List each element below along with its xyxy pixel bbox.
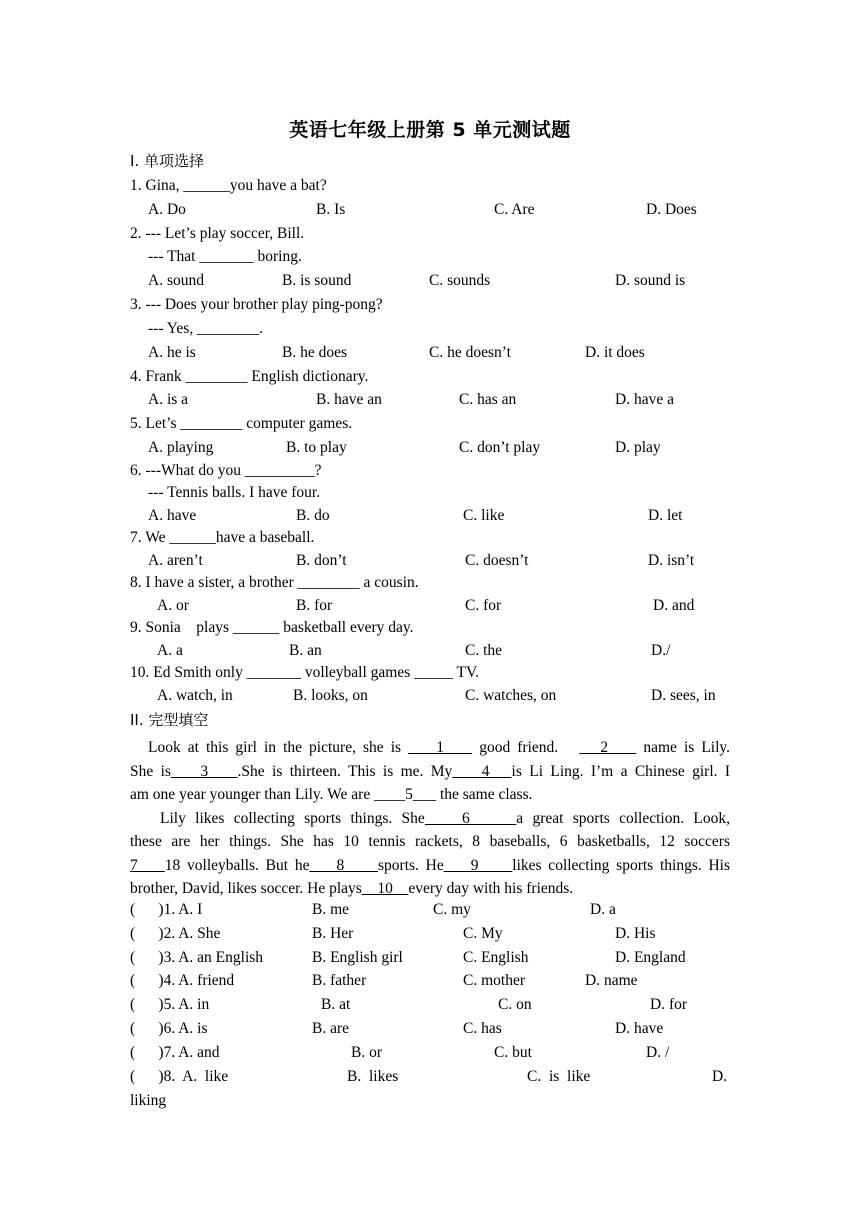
passage-line bbox=[130, 877, 730, 901]
option-d: D. it does bbox=[585, 344, 645, 361]
option-d: D. name bbox=[585, 972, 638, 989]
option-d: D. sees, in bbox=[651, 687, 716, 704]
question-stem: 4. Frank ________ English dictionary. bbox=[130, 368, 369, 385]
question-stem: 7. We ______have a baseball. bbox=[130, 529, 315, 546]
question-stem: 3. --- Does your brother play ping-pong? bbox=[130, 296, 383, 313]
option-d: D. and bbox=[653, 597, 695, 614]
question-stem-reply: --- Yes, ________. bbox=[148, 320, 263, 337]
passage-text: brother, David, likes soccer. He plays bbox=[130, 880, 362, 897]
option-b: B. father bbox=[312, 972, 367, 989]
section-heading-2: II. 完型填空 bbox=[130, 711, 209, 729]
blank-9: 9 bbox=[443, 856, 513, 874]
option-c: C. mother bbox=[463, 972, 525, 989]
option-b: B. at bbox=[321, 996, 351, 1013]
option-c: C. has an bbox=[459, 391, 517, 408]
option-d: D./ bbox=[651, 642, 671, 659]
passage-line bbox=[130, 807, 730, 831]
passage-text: am one year younger than Lily. We are bbox=[130, 786, 375, 803]
option-a: A. have bbox=[148, 507, 197, 524]
passage-line bbox=[130, 854, 730, 878]
option-c: C. English bbox=[463, 949, 529, 966]
cloze-question-label: ( )2. A. She bbox=[130, 925, 221, 942]
option-c: C. doesn’t bbox=[465, 552, 529, 569]
option-b: B. to play bbox=[286, 439, 347, 456]
passage-text: is Li Ling. I’m a Chinese girl. I bbox=[511, 762, 731, 780]
option-c: C. my bbox=[433, 901, 471, 918]
option-d: D. a bbox=[590, 901, 616, 918]
cloze-passage bbox=[130, 736, 730, 901]
option-d: D. for bbox=[650, 996, 688, 1013]
question-stem: 10. Ed Smith only _______ volleyball games _____ TV. bbox=[130, 664, 480, 681]
option-b: B. me bbox=[312, 901, 350, 918]
question-stem: 8. I have a sister, a brother ________ a cousin. bbox=[130, 574, 419, 591]
option-b: B. is sound bbox=[282, 272, 352, 289]
passage-text: She is bbox=[130, 762, 171, 780]
option-b: B. have an bbox=[316, 391, 382, 408]
passage-text: 18 volleyballs. But he bbox=[164, 856, 310, 874]
option-a: A. aren’t bbox=[148, 552, 203, 569]
option-c: C. don’t play bbox=[459, 439, 541, 456]
option-d: D. bbox=[712, 1068, 728, 1085]
blank-5: ____5___ bbox=[374, 786, 437, 803]
option-c: C. the bbox=[465, 642, 503, 659]
passage-text: a great sports collection. Look, bbox=[516, 809, 730, 827]
question-stem: 5. Let’s ________ computer games. bbox=[130, 415, 353, 432]
passage-text: good friend. bbox=[472, 739, 580, 756]
passage-line bbox=[130, 736, 730, 760]
option-d: D. play bbox=[615, 439, 661, 456]
option-b: B. an bbox=[289, 642, 322, 659]
cloze-question-label: ( )7. A. and bbox=[130, 1044, 220, 1061]
option-b: B. looks, on bbox=[293, 687, 368, 704]
option-c: C. is like bbox=[527, 1068, 591, 1085]
question-stem: 2. --- Let’s play soccer, Bill. bbox=[130, 225, 305, 242]
option-b: B. don’t bbox=[296, 552, 347, 569]
option-d: D. isn’t bbox=[648, 552, 695, 569]
blank-8: 8 bbox=[309, 856, 378, 874]
option-d: D. have bbox=[615, 1020, 664, 1037]
page-title: 英语七年级上册第 5 单元测试题 bbox=[289, 119, 571, 141]
option-c: C. watches, on bbox=[465, 687, 557, 704]
option-c: C. for bbox=[465, 597, 502, 614]
blank-7: 7 bbox=[130, 856, 165, 874]
option-c: C. has bbox=[463, 1020, 502, 1037]
passage-text: likes collecting sports things. His bbox=[512, 856, 731, 874]
passage-text: every day with his friends. bbox=[408, 880, 574, 897]
option-a: A. he is bbox=[148, 344, 196, 361]
question-stem: 9. Sonia plays ______ basketball every day. bbox=[130, 619, 414, 636]
passage-line bbox=[130, 830, 730, 854]
option-c: C. but bbox=[494, 1044, 532, 1061]
cloze-question-label: ( )5. A. in bbox=[130, 996, 210, 1013]
option-a: A. is a bbox=[148, 391, 189, 408]
cloze-question-label: ( )3. A. an English bbox=[130, 949, 264, 966]
question-stem-reply: --- Tennis balls. I have four. bbox=[148, 484, 321, 501]
option-c: C. Are bbox=[494, 201, 535, 218]
blank-1: 1 bbox=[408, 739, 473, 756]
passage-line bbox=[130, 760, 730, 784]
option-b: B. for bbox=[296, 597, 333, 614]
blank-4: 4 bbox=[452, 762, 512, 780]
option-b: B. he does bbox=[282, 344, 348, 361]
option-d: D. Does bbox=[646, 201, 697, 218]
option-c: C. sounds bbox=[429, 272, 491, 289]
option-b: B. English girl bbox=[312, 949, 403, 966]
option-a: A. or bbox=[157, 597, 189, 614]
option-a: A. sound bbox=[148, 272, 204, 289]
question-stem: 1. Gina, ______you have a bat? bbox=[130, 177, 327, 194]
option-a: A. a bbox=[157, 642, 183, 659]
option-d: D. His bbox=[615, 925, 656, 942]
option-c: C. on bbox=[498, 996, 532, 1013]
option-b: B. do bbox=[296, 507, 330, 524]
question-stem: 6. ---What do you _________? bbox=[130, 462, 322, 479]
option-d: D. have a bbox=[615, 391, 674, 408]
section-heading-1: I. 单项选择 bbox=[130, 152, 204, 170]
option-b: B. Her bbox=[312, 925, 354, 942]
passage-text: Look at this girl in the picture, she is bbox=[148, 739, 409, 756]
option-d: D. let bbox=[648, 507, 683, 524]
option-d: D. / bbox=[646, 1044, 670, 1061]
cloze-question-label: ( )8. A. like bbox=[130, 1068, 229, 1085]
cloze-question-label: ( )6. A. is bbox=[130, 1020, 208, 1037]
option-d: D. sound is bbox=[615, 272, 686, 289]
option-a: A. playing bbox=[148, 439, 214, 456]
passage-text: name is Lily. bbox=[636, 739, 731, 756]
question-stem-reply: --- That _______ boring. bbox=[148, 248, 302, 265]
passage-text: .She is thirteen. This is me. My bbox=[237, 762, 453, 780]
option-a: A. Do bbox=[148, 201, 186, 218]
passage-text: Lily likes collecting sports things. She bbox=[160, 809, 425, 827]
option-a: A. watch, in bbox=[157, 687, 233, 704]
option-c: C. My bbox=[463, 925, 503, 942]
blank-6: 6 bbox=[424, 809, 517, 827]
blank-2: 2 bbox=[579, 739, 637, 756]
passage-text: the same class. bbox=[436, 786, 533, 803]
passage-line bbox=[130, 783, 730, 807]
option-c: C. like bbox=[463, 507, 505, 524]
option-b: B. likes bbox=[347, 1068, 399, 1085]
option-b: B. or bbox=[351, 1044, 382, 1061]
cloze-question-label: ( )1. A. I bbox=[130, 901, 203, 918]
cloze-question-label: ( )4. A. friend bbox=[130, 972, 235, 989]
option-b: B. are bbox=[312, 1020, 350, 1037]
blank-3: 3 bbox=[170, 762, 238, 780]
option-b: B. Is bbox=[316, 201, 346, 218]
blank-10: 10 bbox=[361, 880, 409, 897]
passage-text: sports. He bbox=[378, 856, 444, 874]
option-d: D. England bbox=[615, 949, 686, 966]
option-d-wrap: liking bbox=[130, 1092, 167, 1109]
passage-text: these are her things. She has 10 tennis rackets, 8 baseballs, 6 basketballs, 12 soccers bbox=[130, 833, 730, 850]
option-c: C. he doesn’t bbox=[429, 344, 511, 361]
